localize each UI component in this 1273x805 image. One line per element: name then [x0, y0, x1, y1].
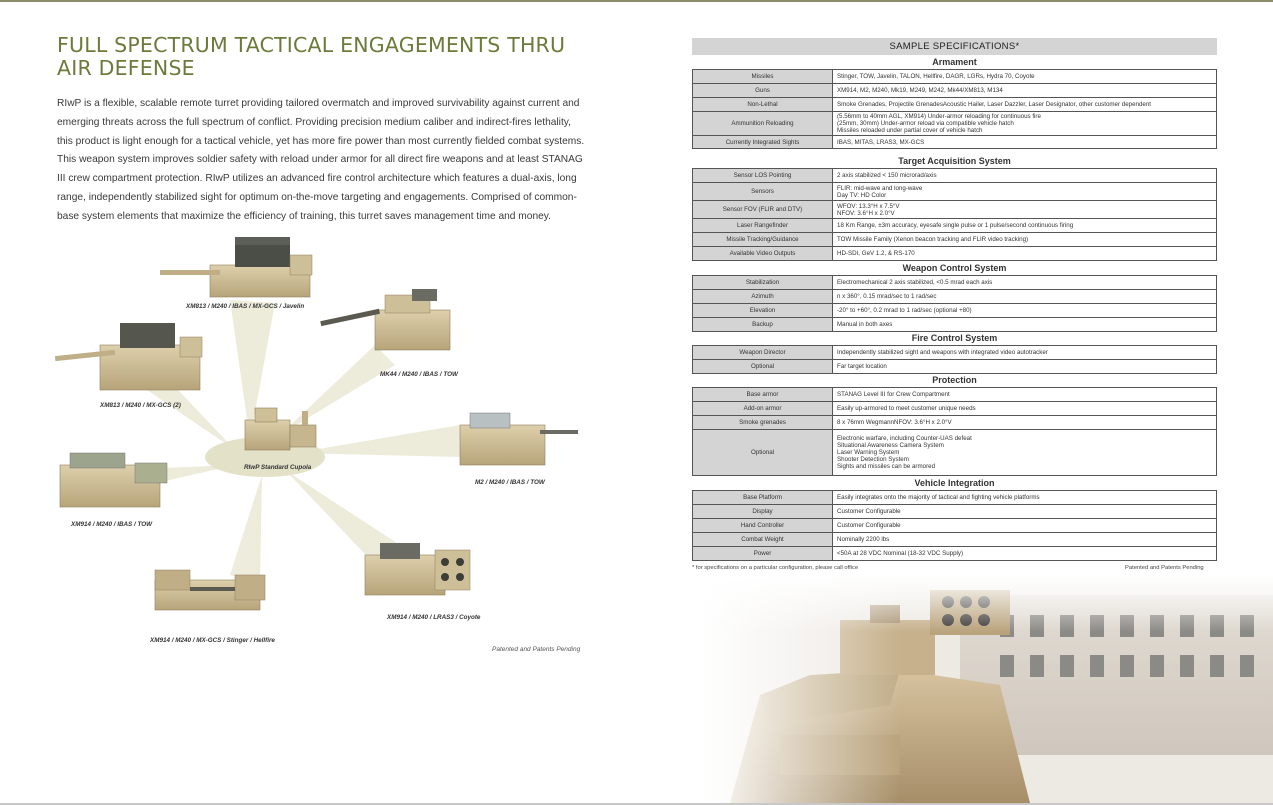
spec-row — [693, 290, 1217, 304]
spec-value-line: Independently stabilized sight and weapons with integrated video autotracker — [837, 349, 1048, 356]
section-title-fire-control: Fire Control System — [911, 333, 998, 343]
standard-cupola-turret — [245, 408, 316, 450]
spec-label: Non-Lethal — [693, 98, 833, 112]
spec-value-line: Customer Configurable — [837, 508, 901, 515]
spec-label: Missile Tracking/Guidance — [693, 233, 833, 247]
spec-row — [693, 533, 1217, 547]
spec-label: Currently Integrated Sights — [693, 136, 833, 149]
spec-value — [833, 201, 1217, 219]
top-rule — [0, 0, 1273, 2]
spec-label: Stabilization — [693, 276, 833, 290]
spec-row — [693, 201, 1217, 219]
spec-row — [693, 388, 1217, 402]
spec-row — [693, 247, 1217, 261]
spec-value-line: Stinger, TOW, Javelin, TALON, Hellfire, DAGR, LGRs, Hydra 70, Coyote — [837, 73, 1035, 80]
spec-value-line: (25mm, 30mm) Under-armor reload via compatible vehicle hatch — [837, 120, 1014, 127]
spec-row — [693, 183, 1217, 201]
specifications-banner: SAMPLE SPECIFICATIONS* — [692, 38, 1217, 55]
spec-value — [833, 136, 1217, 149]
section-title-vehicle-integration: Vehicle Integration — [914, 478, 995, 488]
spec-value-line: Smoke Grenades, Projectile GrenadesAcoustic Hailer, Laser Dazzler, Laser Designator, other customer dependent — [837, 101, 1152, 108]
spec-value-line: 8 x 76mm WegmannNFOV: 3.6°H x 2.0°V — [837, 419, 952, 426]
spec-value-line: Nominally 2200 lbs — [837, 536, 890, 543]
spec-value — [833, 276, 1217, 290]
spec-label: Available Video Outputs — [693, 247, 833, 261]
spec-label: Combat Weight — [693, 533, 833, 547]
spec-value — [833, 491, 1217, 505]
spec-row — [693, 112, 1217, 136]
spec-value-line: STANAG Level III for Crew Compartment — [837, 391, 950, 398]
weapon-control-table — [692, 275, 1217, 332]
spec-value — [833, 360, 1217, 374]
turret-configurations-diagram — [40, 225, 600, 665]
spec-value-line: Electromechanical 2 axis stabilized, <0.5 mrad each axis — [837, 279, 993, 286]
spec-value-line: 18 Km Range, ±3m accuracy, eyesafe single pulse or 1 pulse/second continuous firing — [837, 222, 1074, 229]
title-line-2: AIR DEFENSE — [57, 56, 195, 80]
spec-value-line: 2 axis stabilized < 150 microrad/axis — [837, 172, 937, 179]
spec-label: Backup — [693, 318, 833, 332]
spec-value-line: n x 360°, 0.15 mrad/sec to 1 rad/sec — [837, 293, 937, 300]
spec-value-line: -20° to +60°, 0.2 mrad to 1 rad/sec (optional +80) — [837, 307, 972, 314]
spec-value-line: Far target location — [837, 363, 887, 370]
spec-value-line: Manual in both axes — [837, 321, 893, 328]
spec-value-line: XM914, M2, M240, Mk19, M249, M242, Mk44/XM813, M134 — [837, 87, 1003, 94]
spec-label: Add-on armor — [693, 402, 833, 416]
spec-label: Sensor LOS Pointing — [693, 169, 833, 183]
spec-value — [833, 346, 1217, 360]
spec-value — [833, 505, 1217, 519]
spec-value — [833, 430, 1217, 476]
spec-value-line: WFOV: 13.3°H x 7.5°V — [837, 202, 900, 210]
spec-label: Optional — [693, 430, 833, 476]
spec-row — [693, 430, 1217, 476]
spec-value — [833, 183, 1217, 201]
spec-value-line: NFOV: 3.6°H x 2.0°V — [837, 209, 895, 217]
spec-value — [833, 290, 1217, 304]
spec-row — [693, 304, 1217, 318]
spec-label: Power — [693, 547, 833, 561]
protection-table — [692, 387, 1217, 476]
intro-paragraph: RIwP is a flexible, scalable remote turret providing tailored overmatch and improved survivability against current and emerging threats across the full spectrum of conflict. Providing precision medium caliber and indirect-fires lethality, this product is light enough for a tactical vehicle, yet has more fire power than most currently fielded combat systems. — [57, 98, 585, 147]
spec-value — [833, 70, 1217, 84]
title-line-1: FULL SPECTRUM TACTICAL ENGAGEMENTS THRU — [57, 33, 566, 57]
spec-row — [693, 84, 1217, 98]
spec-value — [833, 98, 1217, 112]
spec-row — [693, 219, 1217, 233]
spec-label: Weapon Director — [693, 346, 833, 360]
xm813-mx-gcs-turret — [55, 323, 202, 390]
spec-value-line: Electronic warfare, including Counter-UAS defeat — [837, 435, 972, 442]
caption-lower-right-turret: XM914 / M240 / LRAS3 / Coyote — [387, 614, 481, 621]
spec-value — [833, 416, 1217, 430]
caption-upper-right-turret: MK44 / M240 / IBAS / TOW — [380, 371, 458, 378]
spec-value — [833, 169, 1217, 183]
spec-value-line: Situational Awareness Camera System — [837, 442, 944, 449]
spec-value-line: Missiles reloaded under partial cover of vehicle hatch — [837, 127, 983, 134]
spec-label: Sensor FOV (FLIR and DTV) — [693, 201, 833, 219]
spec-label: Sensors — [693, 183, 833, 201]
section-title-protection: Protection — [932, 375, 977, 385]
spec-row — [693, 402, 1217, 416]
spec-row — [693, 98, 1217, 112]
spec-row — [693, 169, 1217, 183]
vehicle-photo — [700, 575, 1273, 803]
xm914-tow-turret — [60, 453, 167, 507]
armament-table — [692, 69, 1217, 149]
spec-value-line: IBAS, MITAS, LRAS3, MX-GCS — [837, 138, 925, 146]
xm914-coyote-turret — [365, 543, 470, 595]
page-title — [57, 34, 617, 80]
spec-value-line: HD-SDI, GeV 1.2, & RS-170 — [837, 250, 915, 257]
mk44-tow-turret — [320, 289, 450, 350]
spec-label: Base Platform — [693, 491, 833, 505]
spec-row — [693, 70, 1217, 84]
spec-value-line: Customer Configurable — [837, 522, 901, 529]
spec-label: Smoke grenades — [693, 416, 833, 430]
spec-value-line: Shooter Detection System — [837, 456, 909, 463]
spec-value — [833, 233, 1217, 247]
spec-label: Azimuth — [693, 290, 833, 304]
spec-value-line: FLIR: mid-wave and long-wave — [837, 184, 923, 192]
spec-value — [833, 112, 1217, 136]
spec-value — [833, 219, 1217, 233]
spec-row — [693, 276, 1217, 290]
spec-label: Base armor — [693, 388, 833, 402]
spec-value-line: (5.56mm to 40mm AGL, XM914) Under-armor reloading for continuous fire — [837, 113, 1041, 120]
spec-label: Hand Controller — [693, 519, 833, 533]
spec-value-line: Day TV: HD Color — [837, 191, 887, 199]
specifications-footnote: * for specifications on a particular configuration, please call office — [692, 565, 859, 571]
target-acquisition-table — [692, 168, 1217, 261]
spec-row — [693, 519, 1217, 533]
section-title-armament: Armament — [932, 57, 977, 67]
spec-row — [693, 491, 1217, 505]
spec-value — [833, 84, 1217, 98]
caption-right-turret: M2 / M240 / IBAS / TOW — [475, 479, 545, 486]
spec-value — [833, 533, 1217, 547]
spec-value-line: TOW Missile Family (Xenon beacon tracking and FLIR video tracking) — [837, 236, 1029, 243]
spec-label: Missiles — [693, 70, 833, 84]
spec-value — [833, 519, 1217, 533]
spec-value-line: <50A at 28 VDC Nominal (18-32 VDC Supply) — [837, 550, 964, 557]
spec-label: Laser Rangefinder — [693, 219, 833, 233]
spec-row — [693, 505, 1217, 519]
spec-value-line: Laser Warning System — [837, 449, 900, 456]
spec-value — [833, 304, 1217, 318]
section-title-weapon-control: Weapon Control System — [902, 263, 1007, 273]
section-title-target-acquisition: Target Acquisition System — [898, 156, 1011, 166]
caption-center-cupola: RIwP Standard Cupola — [244, 464, 312, 471]
spec-row — [693, 547, 1217, 561]
spec-row — [693, 318, 1217, 332]
xm813-javelin-turret — [160, 237, 312, 297]
spec-label: Elevation — [693, 304, 833, 318]
spec-value-line: Sights and missiles can be armored — [837, 463, 936, 470]
spec-value-line: Easily up-armored to meet customer unique needs — [837, 405, 976, 412]
spec-label: Guns — [693, 84, 833, 98]
patent-note-right: Patented and Patents Pending — [1125, 565, 1204, 571]
m2-tow-turret — [460, 413, 578, 465]
spec-row — [693, 360, 1217, 374]
patent-note-left: Patented and Patents Pending — [492, 646, 581, 653]
spec-value — [833, 547, 1217, 561]
fire-control-table — [692, 345, 1217, 374]
spec-value — [833, 318, 1217, 332]
spec-label: Optional — [693, 360, 833, 374]
spec-value-line: Easily integrates onto the majority of tactical and fighting vehicle platforms — [837, 494, 1040, 501]
xm914-stinger-hellfire-turret — [155, 570, 265, 610]
spec-value — [833, 247, 1217, 261]
spec-row — [693, 416, 1217, 430]
caption-top-turret: XM813 / M240 / IBAS / MX-GCS / Javelin — [186, 303, 305, 310]
spec-row — [693, 233, 1217, 247]
caption-bottom-turret: XM914 / M240 / MX-GCS / Stinger / Hellfire — [150, 637, 275, 644]
spec-value — [833, 388, 1217, 402]
safety-paragraph: This weapon system improves soldier safety with reload under armor for all direct fire weapons and at least STANAG III crew compartment protection. RIwP utilizes an advanced fire control architecture which features a dual-axis, long range, independently stabilized sight for optimum on-the-move targeting and engagements. Comprised of common-base system elements that maximize the efficiency of training, this turret saves management time and money. — [57, 154, 583, 222]
configuration-rays — [40, 225, 600, 665]
spec-row — [693, 136, 1217, 149]
spec-value — [833, 402, 1217, 416]
spec-row — [693, 346, 1217, 360]
spec-label: Ammunition Reloading — [693, 112, 833, 136]
vehicle-integration-table — [692, 490, 1217, 561]
caption-left-turret: XM914 / M240 / IBAS / TOW — [71, 521, 153, 528]
caption-upper-left-turret: XM813 / M240 / MX-GCS (2) — [100, 402, 181, 409]
spec-label: Display — [693, 505, 833, 519]
